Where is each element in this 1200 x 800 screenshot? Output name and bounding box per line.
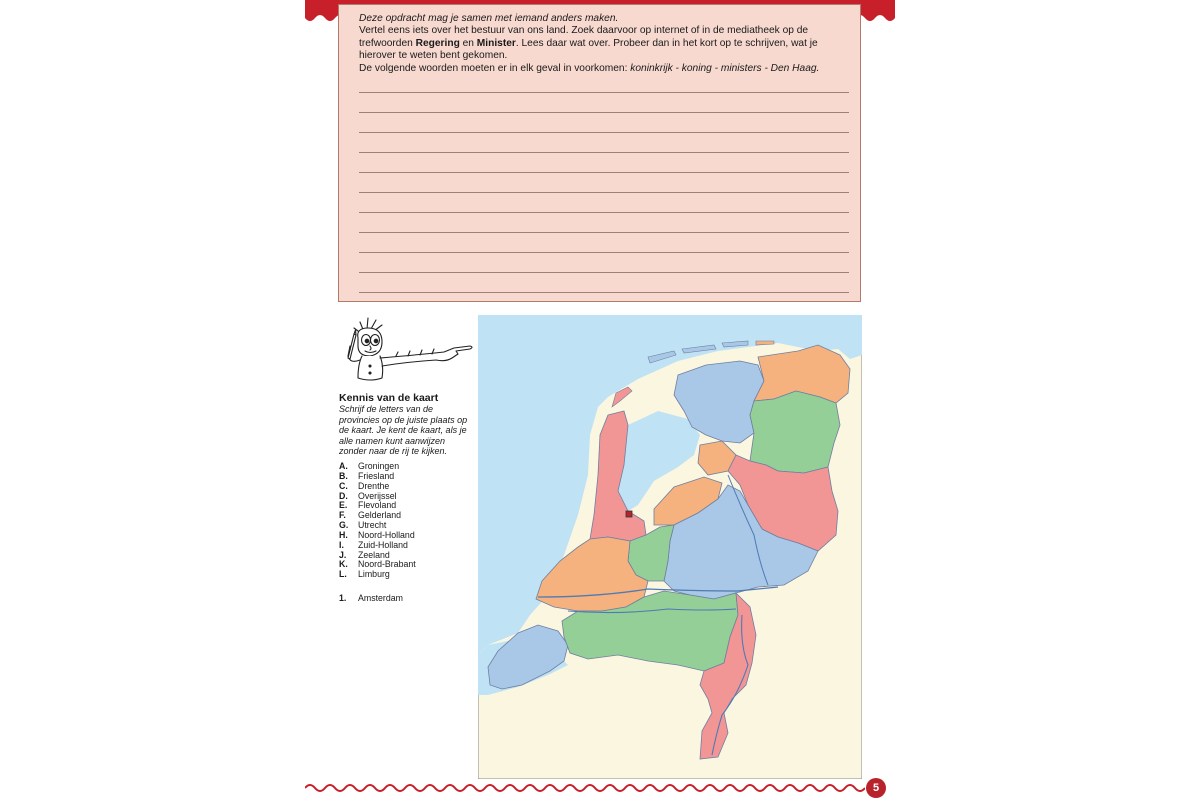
section-heading: Kennis van de kaart	[339, 392, 439, 404]
assignment-text	[359, 13, 849, 75]
amsterdam-marker	[626, 511, 632, 517]
province-letter: A.	[339, 461, 348, 471]
province-drenthe	[750, 391, 840, 473]
province-name: Noord-Holland	[358, 529, 415, 540]
province-name: Friesland	[358, 470, 395, 481]
city-list	[339, 593, 403, 603]
writing-line[interactable]	[359, 132, 849, 133]
province-name: Gelderland	[358, 510, 402, 521]
section-instruction: Schrijf de letters van de provincies op de juiste plaats op de kaart. Je kent de kaart, als je alle namen kunt aanwijzen zonder naar de rij te kijken.	[339, 404, 468, 456]
province-letter: H.	[339, 529, 348, 540]
assignment-intro: Deze opdracht mag je samen met iemand anders maken.	[359, 13, 619, 24]
province-letter: J.	[339, 549, 347, 560]
writing-line[interactable]	[359, 152, 849, 153]
list-item	[339, 570, 416, 580]
wadden-island	[756, 341, 774, 345]
writing-line[interactable]	[359, 272, 849, 273]
writing-line[interactable]	[359, 112, 849, 113]
province-letter: B.	[339, 470, 348, 481]
province-letter: I.	[339, 539, 344, 550]
province-letter: C.	[339, 480, 348, 491]
writing-line[interactable]	[359, 172, 849, 173]
province-letter: L.	[339, 569, 347, 580]
province-name: Utrecht	[358, 520, 387, 531]
province-name: Noord-Brabant	[358, 559, 416, 570]
city-number: 1.	[339, 593, 347, 603]
assignment-line-2a: trefwoorden	[359, 37, 416, 49]
netherlands-map	[478, 315, 862, 779]
assignment-line-2c: . Lees daar wat over. Probeer dan in het kort op te schrijven, wat je	[515, 37, 818, 49]
writing-line[interactable]	[359, 192, 849, 193]
writing-line[interactable]	[359, 292, 849, 293]
assignment-box	[338, 4, 861, 302]
mascot-pointing-illustration	[336, 316, 476, 386]
assignment-line-1: Vertel eens iets over het bestuur van ons land. Zoek daarvoor op internet of in de mediatheek op de	[359, 25, 809, 37]
keyword-regering: Regering	[415, 37, 460, 49]
province-name: Zeeland	[358, 549, 390, 560]
assignment-line-2b: en	[459, 37, 477, 49]
assignment-line-4	[359, 63, 849, 75]
province-letter: G.	[339, 520, 349, 531]
assignment-line-3: hierover te weten bent gekomen.	[359, 50, 508, 62]
province-name: Overijssel	[358, 490, 397, 501]
province-name: Limburg	[358, 569, 390, 580]
province-list	[339, 462, 416, 580]
province-letter: F.	[339, 510, 346, 521]
assignment-line-4a: De volgende woorden moeten er in elk geval in voorkomen:	[359, 62, 631, 74]
page-number-badge: 5	[866, 778, 886, 798]
province-letter: E.	[339, 500, 348, 511]
writing-line[interactable]	[359, 92, 849, 93]
province-name: Drenthe	[358, 480, 390, 491]
list-item	[339, 593, 403, 603]
city-name: Amsterdam	[358, 593, 403, 603]
province-name: Groningen	[358, 461, 400, 471]
writing-line[interactable]	[359, 232, 849, 233]
province-name: Zuid-Holland	[358, 539, 408, 550]
province-letter: K.	[339, 559, 348, 570]
province-letter: D.	[339, 490, 348, 501]
province-name: Flevoland	[358, 500, 397, 511]
assignment-line-2	[359, 38, 849, 50]
writing-line[interactable]	[359, 252, 849, 253]
writing-line[interactable]	[359, 212, 849, 213]
required-words: koninkrijk - koning - ministers - Den Haag.	[630, 62, 820, 74]
bottom-wave-border	[305, 778, 865, 798]
keyword-minister: Minister	[476, 37, 516, 49]
